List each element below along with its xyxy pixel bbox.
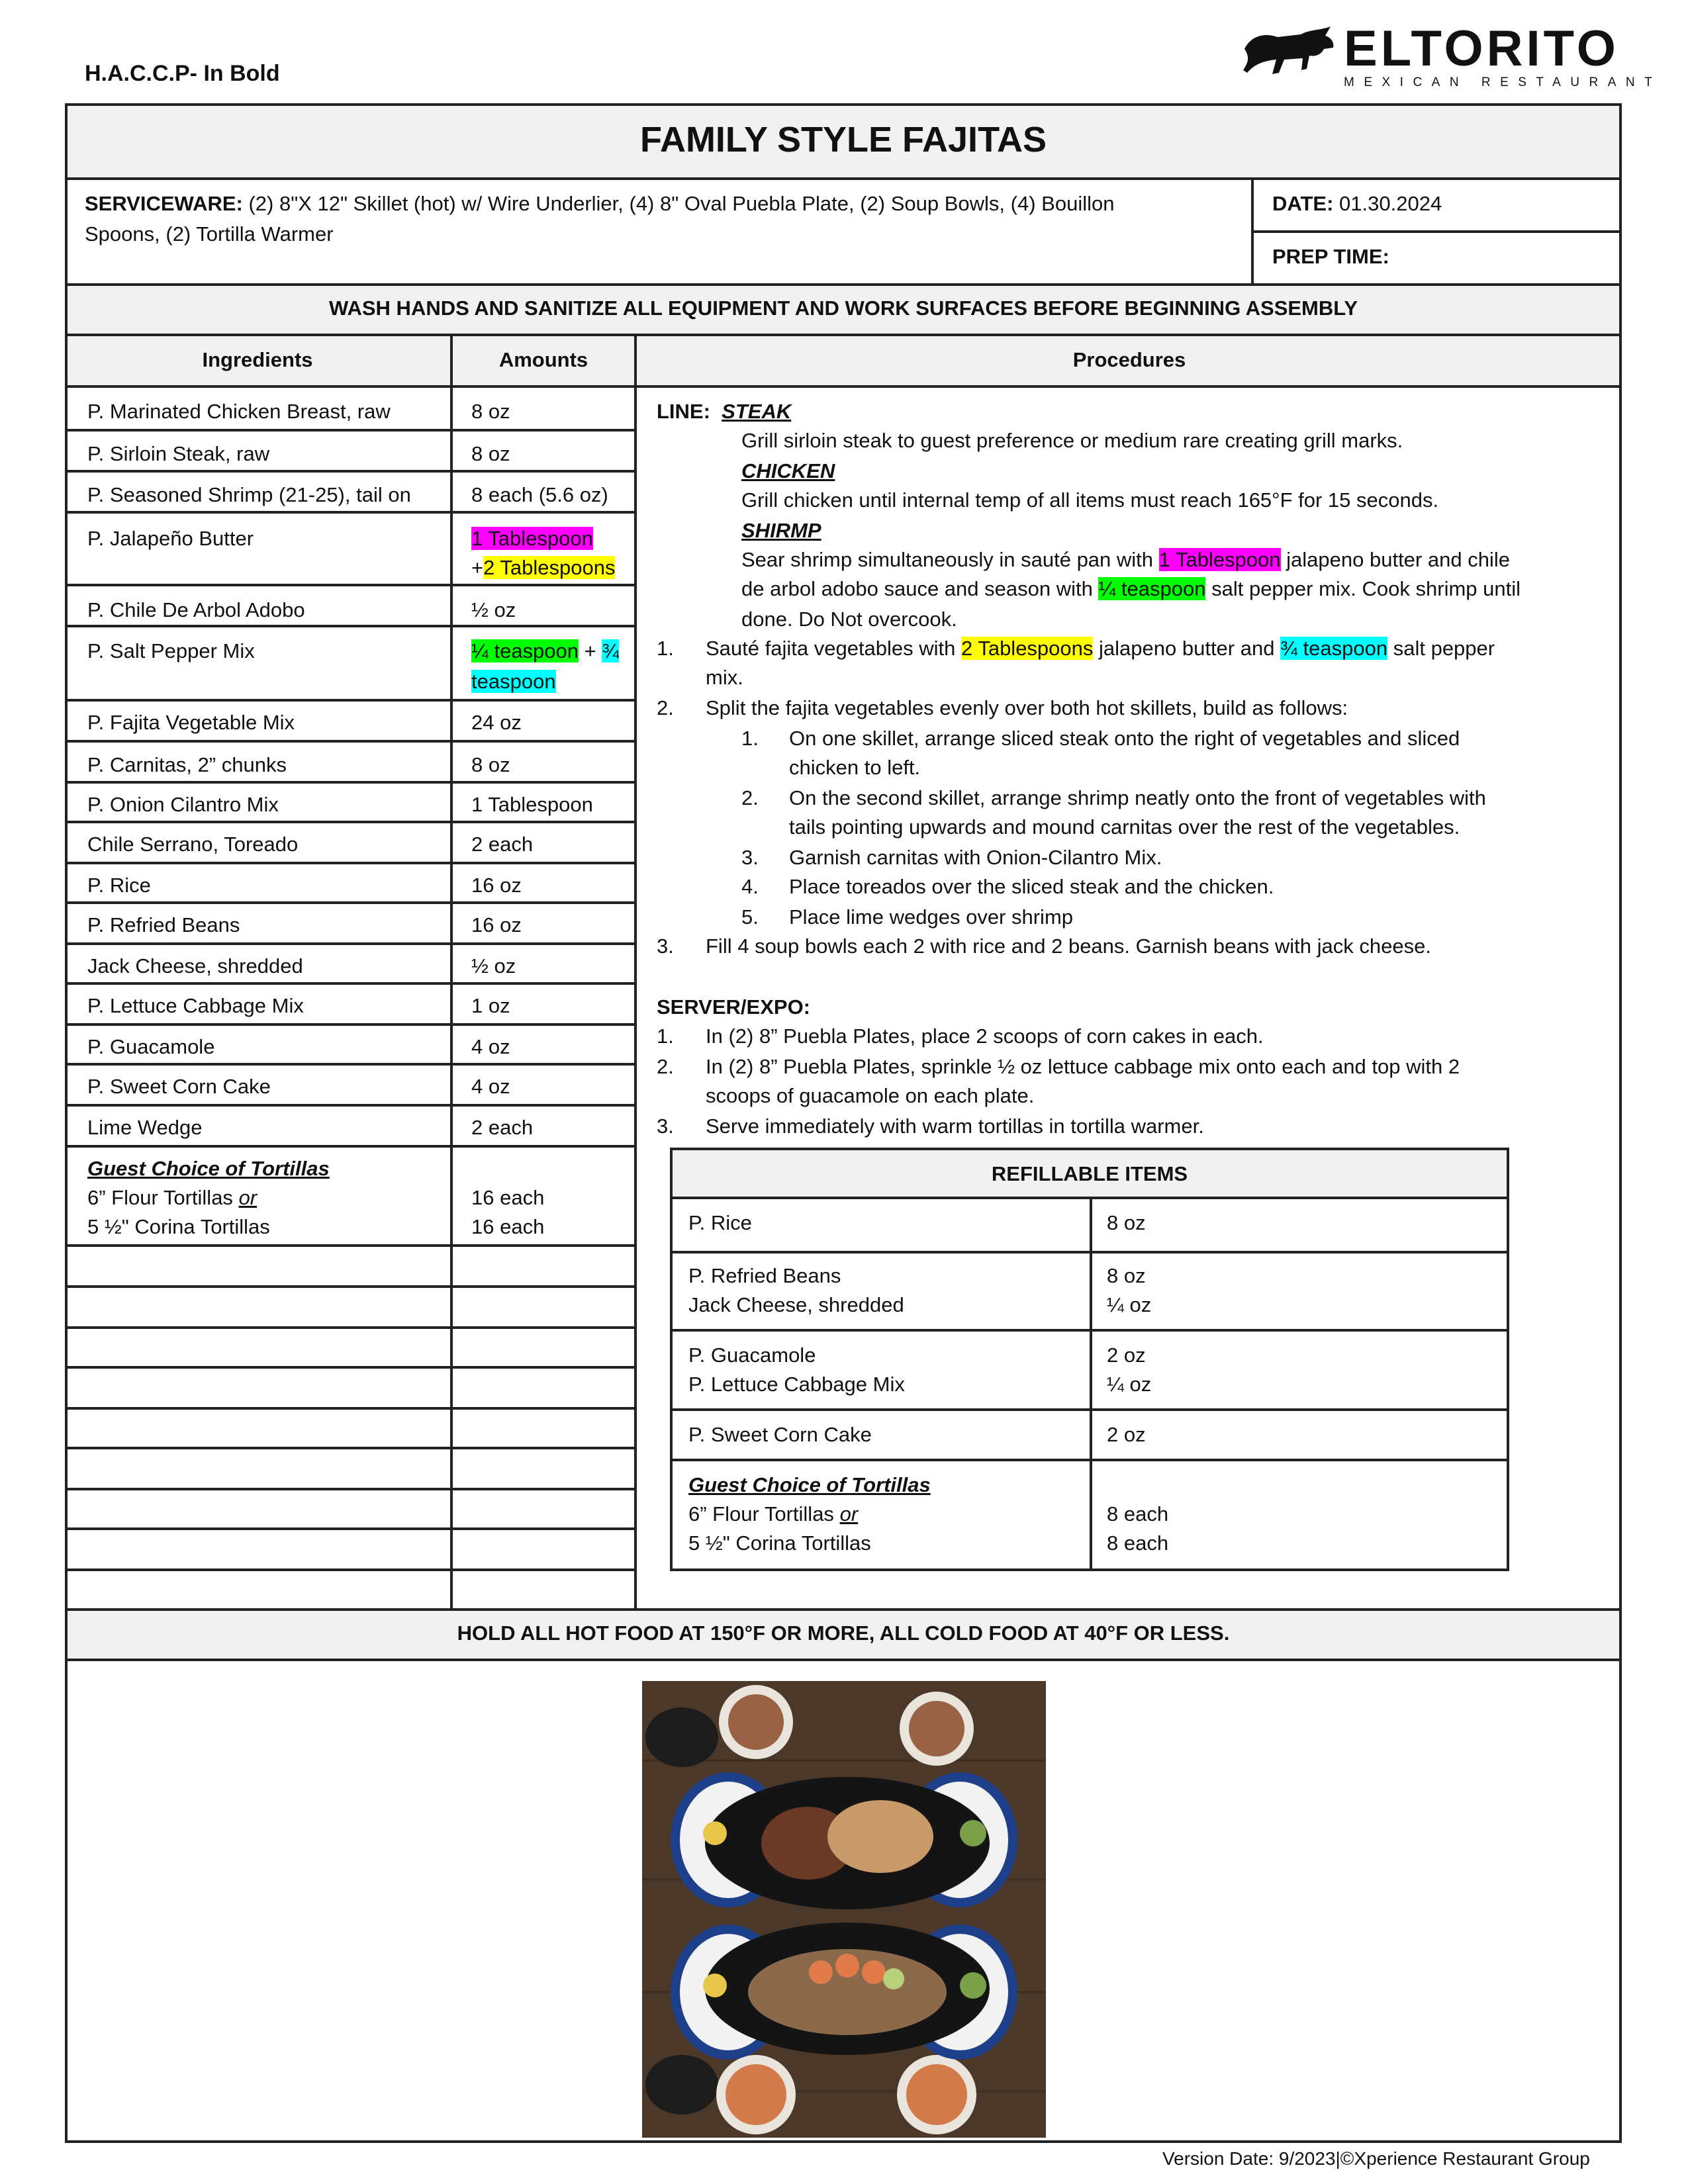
ingredient-amount: 8 each (5.6 oz)	[471, 483, 608, 506]
procedure-text-part: jalapeno butter and	[1093, 637, 1281, 660]
step-number: 1.	[657, 637, 674, 660]
refill-amount: 8 each	[1107, 1531, 1169, 1555]
el-torito-logo	[1238, 21, 1662, 89]
ingredient-amount: 4 oz	[471, 1035, 510, 1058]
haccp-note: H.A.C.C.P- In Bold	[85, 61, 280, 86]
ingredient-name: P. Salt Pepper Mix	[87, 639, 255, 662]
procedures-header: Procedures	[1072, 348, 1186, 371]
refill-item	[688, 1500, 858, 1529]
date-label: DATE:	[1272, 192, 1334, 215]
highlight-cyan: ¾	[602, 639, 620, 662]
step-number: 3.	[657, 1115, 674, 1138]
ingredient-amount: 1 oz	[471, 994, 510, 1017]
serviceware-line-1	[85, 189, 1114, 218]
ingredient-amount: 16 each	[471, 1215, 545, 1238]
line-label: LINE:	[657, 400, 710, 423]
ingredient-amount	[471, 667, 556, 696]
refill-amount: ¼ oz	[1107, 1293, 1152, 1316]
ingredient-amount	[471, 553, 615, 582]
ingredient-name: P. Jalapeño Butter	[87, 527, 254, 550]
highlight-green: ¼ teaspoon	[471, 639, 579, 662]
procedure-text: chicken to left.	[789, 756, 921, 779]
refill-item: P. Rice	[688, 1211, 752, 1234]
ingredient-name: P. Sweet Corn Cake	[87, 1075, 271, 1098]
ingredient-amount: 24 oz	[471, 711, 522, 734]
refill-amount: 2 oz	[1107, 1343, 1146, 1367]
bull-icon	[1238, 23, 1337, 82]
ingredient-amount	[471, 637, 619, 666]
ingredient-amount: 16 oz	[471, 913, 522, 936]
highlight-magenta: 1 Tablespoon	[471, 527, 593, 550]
substep-number: 3.	[741, 846, 759, 869]
procedure-text-part: salt pepper	[1387, 637, 1495, 660]
or-text: or	[238, 1186, 258, 1209]
amounts-header: Amounts	[498, 348, 588, 371]
procedure-text: In (2) 8” Puebla Plates, sprinkle ½ oz lettuce cabbage mix onto each and top with 2	[706, 1055, 1460, 1078]
date-value: 01.30.2024	[1339, 192, 1442, 215]
ingredient-name: P. Lettuce Cabbage Mix	[87, 994, 304, 1017]
substep-number: 1.	[741, 727, 759, 750]
ingredient-amount: 2 each	[471, 833, 534, 856]
highlight-cyan: ¾ teaspoon	[1280, 637, 1388, 660]
ingredient-amount	[471, 524, 593, 553]
ingredient-name: P. Refried Beans	[87, 913, 240, 936]
ingredient-amount: ½ oz	[471, 954, 516, 978]
ingredient-amount: 16 each	[471, 1186, 545, 1209]
refill-amount: 2 oz	[1107, 1423, 1146, 1446]
ingredient-name: P. Marinated Chicken Breast, raw	[87, 400, 391, 423]
ingredient-name: P. Chile De Arbol Adobo	[87, 598, 305, 621]
procedure-text: Place toreados over the sliced steak and the chicken.	[789, 875, 1274, 898]
ingredient-amount: ½ oz	[471, 598, 516, 621]
ingredient-name: P. Carnitas, 2” chunks	[87, 753, 287, 776]
procedure-text: mix.	[706, 666, 743, 689]
ingredient-name: P. Fajita Vegetable Mix	[87, 711, 295, 734]
procedure-text: Split the fajita vegetables evenly over both hot skillets, build as follows:	[706, 696, 1348, 719]
highlight-yellow: 2 Tablespoons	[961, 637, 1094, 660]
procedure-text-part: de arbol adobo sauce and season with	[741, 577, 1099, 600]
step-number: 2.	[657, 696, 674, 719]
tortilla-flour	[87, 1183, 257, 1212]
ingredient-amount: 4 oz	[471, 1075, 510, 1098]
procedure-text	[706, 634, 1495, 663]
procedure-text: In (2) 8” Puebla Plates, place 2 scoops of corn cakes in each.	[706, 1024, 1264, 1048]
steak-heading: STEAK	[722, 400, 792, 423]
plus-sign: +	[471, 556, 484, 579]
procedure-text: Place lime wedges over shrimp	[789, 905, 1074, 929]
serviceware-text-2: Spoons, (2) Tortilla Warmer	[85, 222, 334, 246]
substep-number: 2.	[741, 786, 759, 809]
logo-subtitle: MEXICAN RESTAURANT	[1344, 75, 1662, 89]
refill-amount: 8 oz	[1107, 1211, 1146, 1234]
procedure-text-part: Sear shrimp simultaneously in sauté pan with	[741, 548, 1159, 571]
ingredient-name: Chile Serrano, Toreado	[87, 833, 299, 856]
refill-item: Jack Cheese, shredded	[688, 1293, 904, 1316]
refill-amount: 8 oz	[1107, 1264, 1146, 1287]
tortilla-flour-text: 6” Flour Tortillas	[87, 1186, 239, 1209]
ingredient-name: P. Sirloin Steak, raw	[87, 442, 270, 465]
ingredient-name: P. Guacamole	[87, 1035, 215, 1058]
chicken-heading: CHICKEN	[741, 459, 835, 482]
procedure-text: Garnish carnitas with Onion-Cilantro Mix.	[789, 846, 1162, 869]
procedure-text: Fill 4 soup bowls each 2 with rice and 2 beans. Garnish beans with jack cheese.	[706, 934, 1431, 958]
highlight-yellow: 2 Tablespoons	[483, 556, 616, 579]
highlight-cyan: teaspoon	[471, 670, 556, 693]
line-heading	[657, 397, 791, 426]
refill-tortilla-heading: Guest Choice of Tortillas	[688, 1473, 931, 1496]
prep-time-label: PREP TIME:	[1272, 245, 1389, 268]
ingredient-amount: 8 oz	[471, 442, 510, 465]
ingredient-amount: 8 oz	[471, 753, 510, 776]
procedure-text: Serve immediately with warm tortillas in tortilla warmer.	[706, 1115, 1204, 1138]
recipe-title: FAMILY STYLE FAJITAS	[639, 120, 1047, 159]
tortilla-heading: Guest Choice of Tortillas	[87, 1157, 330, 1180]
plated-dish-illustration	[642, 1681, 1046, 2138]
procedure-text: On one skillet, arrange sliced steak onto the right of vegetables and sliced	[789, 727, 1460, 750]
substep-number: 5.	[741, 905, 759, 929]
procedure-text	[741, 574, 1521, 604]
procedure-text-part: salt pepper mix. Cook shrimp until	[1205, 577, 1521, 600]
procedure-text: Grill sirloin steak to guest preference or medium rare creating grill marks.	[741, 429, 1403, 452]
ingredient-amount: 8 oz	[471, 400, 510, 423]
refill-item: 5 ½" Corina Tortillas	[688, 1531, 871, 1555]
logo-wordmark: ELTORITO	[1344, 21, 1619, 77]
step-number: 2.	[657, 1055, 674, 1078]
procedure-text: On the second skillet, arrange shrimp neatly onto the front of vegetables with	[789, 786, 1486, 809]
tortilla-corn: 5 ½" Corina Tortillas	[87, 1215, 270, 1238]
serviceware-text-1: (2) 8"X 12" Skillet (hot) w/ Wire Underlier, (4) 8" Oval Puebla Plate, (2) Soup Bowls, (4) Bouillon	[248, 192, 1115, 215]
plus-sign: +	[579, 639, 602, 662]
highlight-green: ¼ teaspoon	[1098, 577, 1206, 600]
wash-notice: WASH HANDS AND SANITIZE ALL EQUIPMENT AND WORK SURFACES BEFORE BEGINNING ASSEMBLY	[328, 296, 1358, 320]
refill-item: P. Guacamole	[688, 1343, 816, 1367]
hold-notice: HOLD ALL HOT FOOD AT 150°F OR MORE, ALL COLD FOOD AT 40°F OR LESS.	[457, 1621, 1230, 1645]
substep-number: 4.	[741, 875, 759, 898]
ingredient-name: Lime Wedge	[87, 1116, 203, 1139]
step-number: 3.	[657, 934, 674, 958]
ingredient-amount: 1 Tablespoon	[471, 793, 593, 816]
date-field	[1272, 189, 1442, 218]
procedure-text: Grill chicken until internal temp of all items must reach 165°F for 15 seconds.	[741, 488, 1439, 512]
procedure-text-part: Sauté fajita vegetables with	[706, 637, 962, 660]
refill-item: P. Refried Beans	[688, 1264, 841, 1287]
refill-amount: 8 each	[1107, 1502, 1169, 1525]
plated-dish-photo	[642, 1681, 1046, 2138]
refill-amount: ¼ oz	[1107, 1373, 1152, 1396]
server-expo-heading: SERVER/EXPO:	[657, 995, 811, 1019]
ingredient-amount: 2 each	[471, 1116, 534, 1139]
procedure-text-part: jalapeno butter and chile	[1280, 548, 1510, 571]
or-text: or	[839, 1502, 859, 1525]
procedure-text	[741, 545, 1510, 574]
ingredients-header: Ingredients	[202, 348, 313, 371]
ingredient-amount: 16 oz	[471, 874, 522, 897]
procedure-text: tails pointing upwards and mound carnitas over the rest of the vegetables.	[789, 815, 1460, 839]
shrimp-heading: SHIRMP	[741, 519, 821, 542]
ingredient-name: P. Seasoned Shrimp (21-25), tail on	[87, 483, 411, 506]
procedure-text: scoops of guacamole on each plate.	[706, 1084, 1035, 1107]
version-footer: Version Date: 9/2023|©Xperience Restaurant Group	[1162, 2148, 1590, 2169]
step-number: 1.	[657, 1024, 674, 1048]
refill-item: P. Lettuce Cabbage Mix	[688, 1373, 905, 1396]
serviceware-label: SERVICEWARE:	[85, 192, 243, 215]
ingredient-name: P. Rice	[87, 874, 151, 897]
prep-time-field	[1272, 242, 1389, 271]
procedure-text: done. Do Not overcook.	[741, 608, 957, 631]
refillable-heading: REFILLABLE ITEMS	[991, 1162, 1188, 1185]
ingredient-name: P. Onion Cilantro Mix	[87, 793, 279, 816]
highlight-magenta: 1 Tablespoon	[1158, 548, 1281, 571]
ingredient-name: Jack Cheese, shredded	[87, 954, 303, 978]
refill-item: P. Sweet Corn Cake	[688, 1423, 872, 1446]
refill-flour-text: 6” Flour Tortillas	[688, 1502, 840, 1525]
